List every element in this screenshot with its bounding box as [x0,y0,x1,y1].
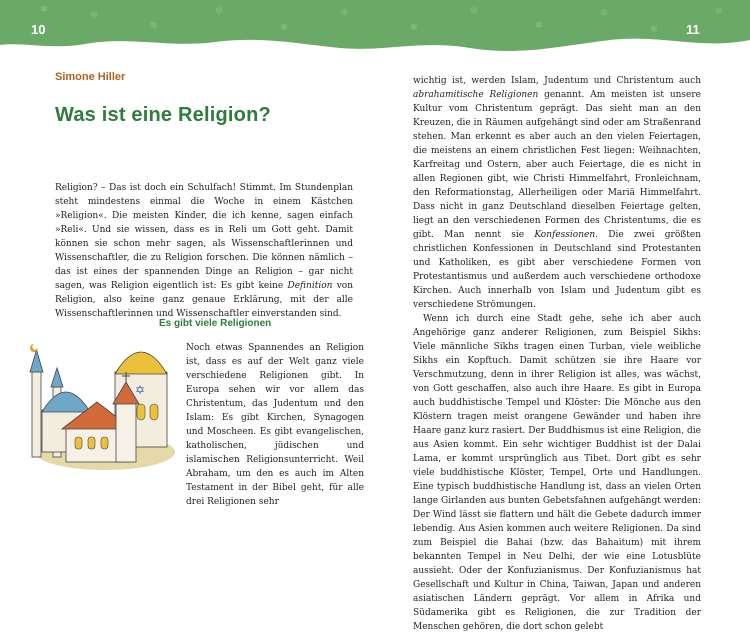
right-paragraph-1 [413,74,701,312]
intro-text: Religion? – Das ist doch ein Schulfach! Stimmt. Im Stundenplan steht mindestens einmal die Woche in einem Kästchen »Religion«. Die meisten Kinder, die ich kenne, sagen einfach »Reli«. Und sie wissen, dass es in Reli um Gott geht. Damit können sie schon mehr sagen, als Wissenschaftlerinnen und Wissenschaftler, die zu Religion forschen. Die können nämlich – das ist eines der spannenden Dinge an Religion – gar nicht sagen, was Religion eigentlich ist: Es gibt keine [55,183,353,291]
svg-text:✻: ✻ [215,6,224,17]
right-p1-emphasis-2: Konfessionen [534,230,596,240]
page-number-left: 10 [31,22,46,37]
section-text-block [186,341,364,509]
religious-buildings-illustration [20,332,180,474]
right-paragraph-2: Wenn ich durch eine Stadt gehe, sehe ich aber auch Angehörige ganz anderer Religionen, zum Beispiel Sikhs: Viele männliche Sikhs tragen einen Turban, viele weibliche Sikhs ein Kopftuch. Damit schützen sie ihre Haare vor Verschmutzung, denn in ihrer Religion ist alles, was wächst, von Gott geschaffen, also auch ihre Haare. Es gibt in Europa auch buddhistische Tempel und Klöster: Die Mönche aus den Klöstern tragen meist orangene Gewänder und haben ihre Haare ganz kurz rasiert. Der Buddhismus ist eine Religion, die aus Asien kommt. Ein sehr wichtiger Buddhist ist der Dalai Lama, er kommt ursprünglich aus Tibet. Dort gibt es sehr viele buddhistische Klöster, Tempel, Orte und Handlungen. Eine typisch buddhistische Handlung ist, dass an vielen Orten lange Girlanden aus bunten Gebetsfahnen aufgehängt werden: Der Wind lässt sie flattern und hält die Gebete dadurch immer lebendig. Aus Asien kommen auch weitere Religionen. Da sind zum Beispiel die Bahai (bzw. das Bahaitum) mit ihrem bekannten Tempel in Neu Delhi, der wie eine Lotusblüte aussieht. Oder der Konfuzianismus. Der Konfuzianismus hat Gesellschaft und Kultur in China, Taiwan, Japan und anderen asiatischen Ländern geprägt. Vor allem in Afrika und Südamerika gibt es Religionen, die zur Tradition der Menschen gehören, die dort schon gelebt [413,314,701,632]
svg-text:✽: ✽ [535,21,543,31]
top-banner [0,0,750,58]
intro-text-end: von Religion, also keine ganz genaue Erklärung, mit der alle Wissenschaftlerinnen und Wissenschaftler einverstanden sind. [55,281,353,319]
page-number-right: 11 [686,22,700,37]
author-name: Simone Hiller [55,71,126,83]
right-p1-start: wichtig ist, werden Islam, Judentum und Christentum auch [413,76,701,86]
svg-text:✻: ✻ [340,8,349,19]
right-p1-end: . Die zwei größten christlichen Konfessionen in Deutschland sind Protestanten und Katholiken, es gibt aber verschiedene Formen von Protestantismus und außerdem auch verschiedene orthodoxe Kirchen. Auch innerhalb von Islam und Judentum gibt es verschiedene Strömungen. [413,230,701,310]
section-heading: Es gibt viele Religionen [159,318,272,329]
svg-text:✽: ✽ [280,23,288,33]
svg-text:✻: ✻ [470,6,479,17]
intro-text-block [55,181,353,321]
right-column-text [413,74,701,634]
svg-text:✽: ✽ [150,21,158,31]
svg-text:✽: ✽ [40,5,48,15]
svg-text:✻: ✻ [715,7,723,17]
svg-text:✻: ✻ [600,8,609,19]
svg-text:✽: ✽ [410,23,418,33]
page-title: Was ist eine Religion? [55,104,271,126]
intro-emphasis: Definition [287,281,333,291]
right-p1-middle: genannt. Am meisten ist unsere Kultur vom Christentum geprägt. Das sieht man an den Kreuzen, die in Räumen aufgehängt sind oder am Straßenrand stehen. Man erkennt es aber auch an den vielen Feiertagen, die meistens an einem christlichen Fest liegen: Weihnachten, Karfreitag und Ostern, aber auch Feiertage, die es nicht in allen Regionen gibt, wie Christi Himmelfahrt, Fronleichnam, den Reformationstag, Allerheiligen oder Mariä Himmelfahrt. Dass nicht in ganz Deutschland dieselben Feiertage gelten, liegt an den verschiedenen Formen des Christentums, die es gibt. Man nennt sie [413,90,701,240]
right-p1-emphasis: abrahamitische Religionen [413,90,539,100]
svg-text:✽: ✽ [650,25,658,35]
intro-paragraph [55,181,353,321]
svg-text:✻: ✻ [90,10,99,21]
section-paragraph: Noch etwas Spannendes an Religion ist, dass es auf der Welt ganz viele verschiedene Religionen gibt. In Europa sehen wir vor allem das Christentum, das Judentum und den Islam: Es gibt Kirchen, Synagogen und Moscheen. Es gibt evangelischen, katholischen, jüdischen und islamischen Religionsunterricht. Weil Abraham, um den es auch im Alten Testament in der Bibel geht, für alle drei Religionen sehr [186,343,364,507]
svg-text:✡: ✡ [135,383,146,397]
